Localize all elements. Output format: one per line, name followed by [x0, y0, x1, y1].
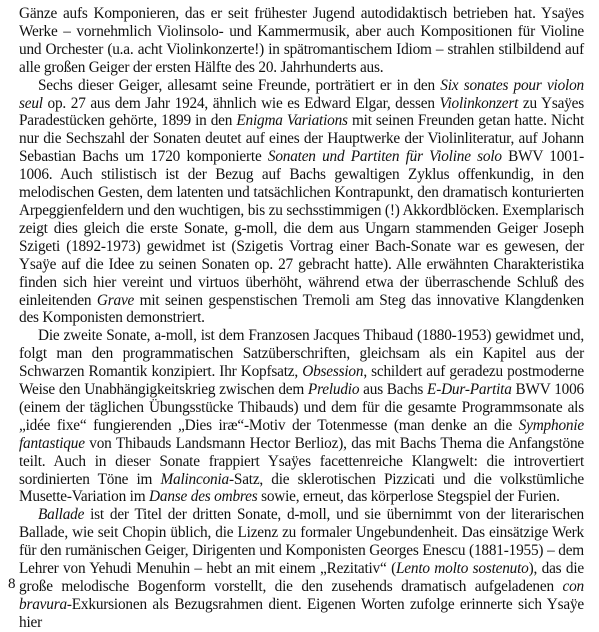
text-run: BWV 1001-1006. Auch stilistisch ist der Bezug auf Bachs gewaltigen Zyklus offenkundig, in den melodischen Gesten, dem latenten und tatsächlichen Kontrapunkt, den dramatisch konturierten Arpeggienfeldern und den wuchtigen, bis zu sechsstimmigen (!) Akkordblöcken. Exemplarisch zeigt dies gleich die erste Sonate, g-moll, die dem aus Ungarn stammenden Geiger Joseph Szigeti (1892-1973) gewidmet ist (Szigetis Vortrag einer Bach-Sonate war es gewesen, der Ysaÿe auf die Idee zu seinen Sonaten op. 27 gebracht hatte). Alle erwähnten Charakteristika finden sich hier vereint und virtuos überhöht, während etwa der überraschende Schluß des einleitenden	[19, 148, 584, 309]
text-run: BWV 1006 (einem der täglichen Übungsstücke Thibauds) und dem für die gesamte Programmsonate als „idée fixe“ fungierenden „Dies iræ“-Motiv der Totenmesse (man denke an die	[19, 381, 584, 434]
italic-text: Sonaten und Partiten für Violine solo	[267, 148, 502, 166]
paragraph	[19, 5, 584, 77]
text-run: von Thibauds Landsmann Hector Berlioz), das mit Bachs Thema die Anfangstöne teilt. Auch in dieser Sonate frappiert Ysaÿes facettenreiche Klangwelt: die introvertiert sordinierten Töne im	[19, 434, 584, 488]
text-run: -Satz, die sklerotischen Pizzicati und die volkstümliche Musette-Variation im	[19, 470, 585, 506]
italic-text: Obsession	[302, 363, 364, 381]
italic-text: Danse des ombres	[149, 488, 258, 506]
italic-text: Lento molto sostenuto	[395, 560, 529, 578]
text-run: , schildert auf geradezu postmoderne Weise den Unabhängigkeitskrieg zwischen dem	[19, 363, 584, 399]
text-run: ist der Titel der dritten Sonate, d-moll, und sie übernimmt von der literarischen Ballade, wie seit Chopin üblich, die Lizenz zu formaler Ungebundenheit. Das einsätzige Werk für den rumänischen Geiger, Dirigenten und Komponisten Georges Enescu (1881-1955) – dem Lehrer von Yehudi Menuhin – hebt an mit einem „Rezitativ“ (	[19, 506, 584, 578]
italic-text: Six sonates pour violon seul	[19, 76, 584, 112]
italic-text: Violinkonzert	[439, 94, 519, 112]
italic-text: Enigma Variations	[236, 112, 348, 130]
text-run: zu Ysaÿes Paradestücken gehörte, 1899 in den	[19, 94, 584, 130]
paragraph	[19, 506, 584, 631]
text-run: Die zweite Sonate, a-moll, ist dem Franzosen Jacques Thibaud (1880-1953) gewidmet und, folgt man den programmatischen Satzüberschriften, gleichsam als ein Kapitel aus der Schwarzen Romantik konzipiert. Ihr Kopfsatz,	[19, 327, 584, 381]
text-run: aus Bachs	[359, 381, 428, 399]
italic-text: Ballade	[38, 506, 85, 524]
italic-text: Grave	[96, 291, 135, 309]
text-run: op. 27 aus dem Jahr 1924, ähnlich wie es Edward Elgar, dessen	[42, 94, 440, 112]
italic-text: Malinconia	[160, 470, 229, 488]
paragraph	[19, 327, 584, 506]
italic-text: Symphonie fantastique	[19, 416, 584, 452]
italic-text: con bravura	[19, 578, 584, 613]
italic-text: Preludio	[307, 381, 360, 399]
text-run: mit seinen gespenstischen Tremoli am Steg das innovative Klangdenken des Komponisten demonstriert.	[19, 291, 584, 327]
text-run: sowie, erneut, das körperlose Stegspiel der Furien.	[257, 488, 560, 506]
body-text	[19, 5, 584, 632]
paragraph	[19, 77, 584, 328]
text-run: Gänze aufs Komponieren, das er seit frühester Jugend autodidaktisch betrieben hat. Ysaÿes Werke – vornehmlich Violinsolo- und Kammermusik, aber auch Kompositionen für Violine und Orchester (u.a. acht Violinkonzerte!) in spätromantischem Idiom – strahlen stilbildend auf alle großen Geiger der ersten Hälfte des 20. Jahrhunderts aus.	[19, 5, 584, 76]
page-number: 8	[8, 576, 16, 592]
text-run: -Exkursionen als Bezugsrahmen dient. Eigenen Worten zufolge erinnerte sich Ysaÿe hier	[19, 595, 584, 631]
text-run: mit seinen Freunden getan hatte. Nicht nur die Sechszahl der Sonaten deutet auf eines der Hauptwerke der Violinliteratur, auf Johann Sebastian Bachs um 1720 komponierte	[19, 112, 584, 166]
italic-text: E-Dur-Partita	[427, 381, 512, 399]
text-run: Sechs dieser Geiger, allesamt seine Freunde, porträtiert er in den	[38, 76, 441, 94]
text-run: ), das die große melodische Bogenform vorstellt, die den zusehends dramatisch aufgeladenen	[19, 560, 584, 595]
